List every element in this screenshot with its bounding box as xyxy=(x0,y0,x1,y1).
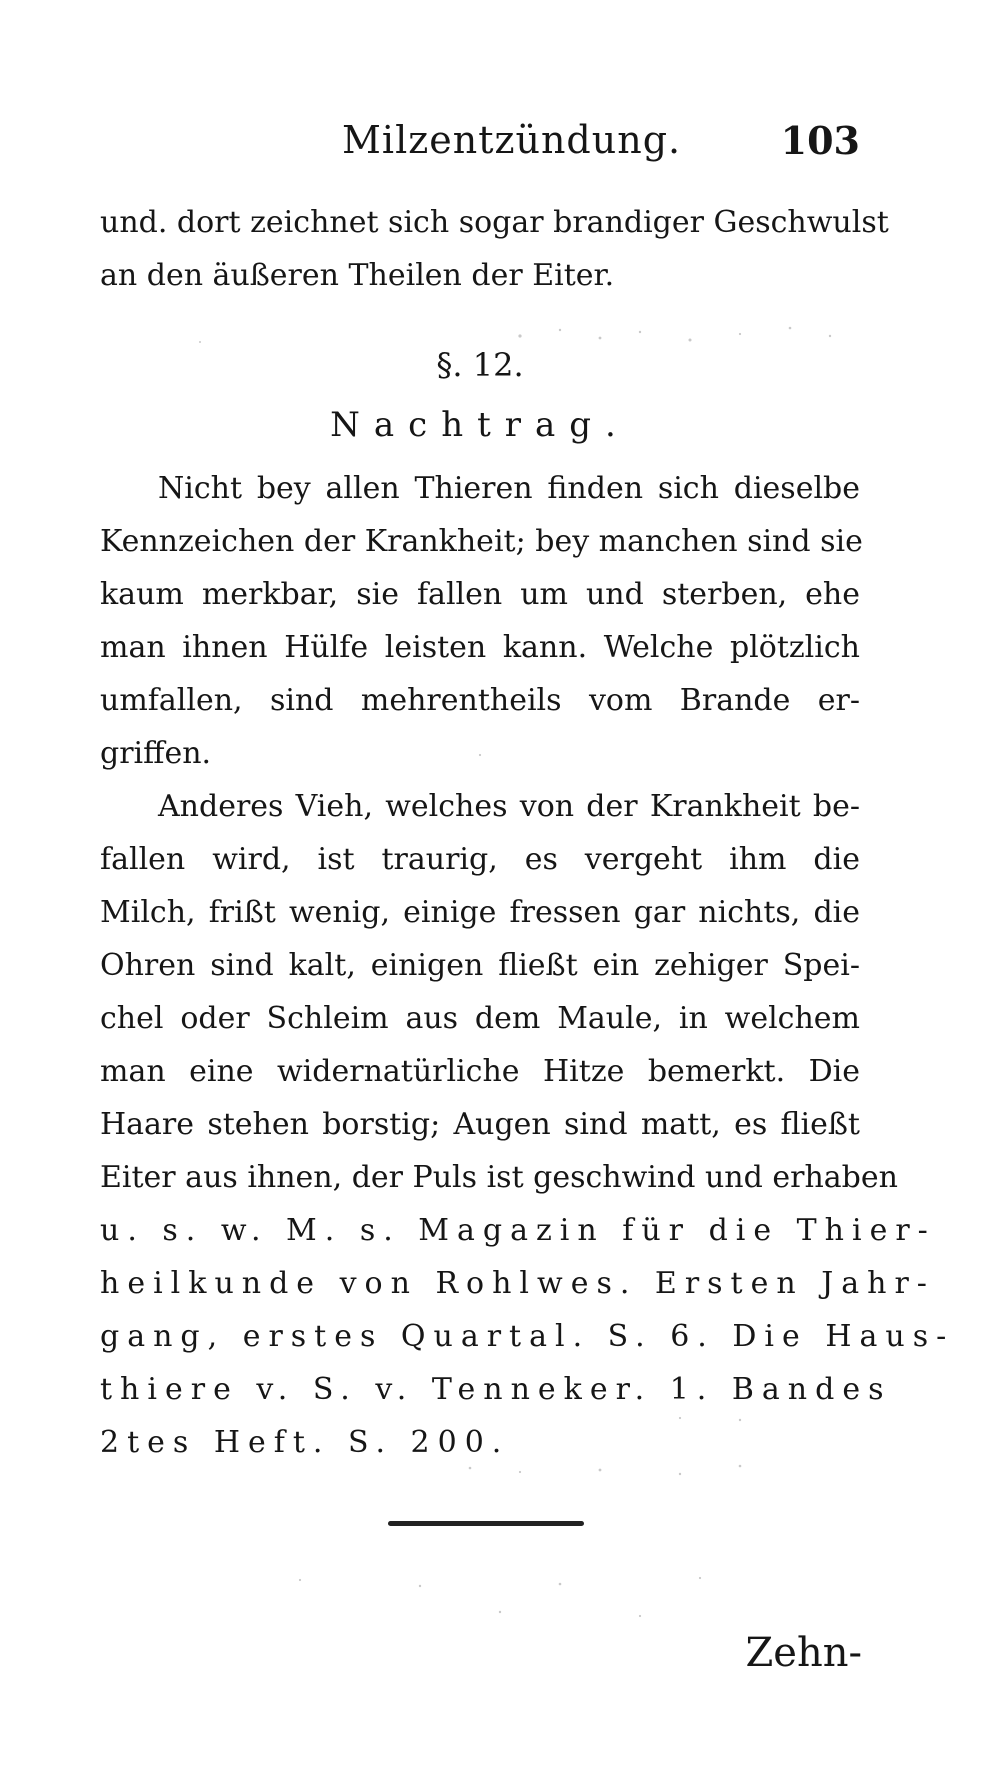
text-line: Eiter aus ihnen, der Puls ist geschwind und erhaben xyxy=(100,1160,898,1195)
text-line: an den äußeren Theilen der Eiter. xyxy=(100,258,615,293)
text-line: gang, erstes Quartal. S. 6. Die Haus- xyxy=(100,1319,955,1354)
text-line: man ihnen Hülfe leisten kann. Welche plötzlich xyxy=(100,630,860,665)
text-line: Nicht bey allen Thieren finden sich dieselbe xyxy=(158,471,860,506)
text-line: griffen. xyxy=(100,736,212,771)
text-line: Haare stehen borstig; Augen sind matt, es fließt xyxy=(100,1107,860,1142)
running-head xyxy=(100,118,860,168)
text-line: Kennzeichen der Krankheit; bey manchen sind sie xyxy=(100,524,863,559)
text-line: chel oder Schleim aus dem Maule, in welchem xyxy=(100,1001,860,1036)
text-line: Ohren sind kalt, einigen fließt ein zehiger Spei- xyxy=(100,948,860,983)
text-line: kaum merkbar, sie fallen um und sterben, ehe xyxy=(100,577,860,612)
text-line: umfallen, sind mehrentheils vom Brande er- xyxy=(100,683,860,718)
section-number: §. 12. xyxy=(436,346,524,384)
running-head-title: Milzentzündung. xyxy=(342,118,682,162)
text-line: 2tes Heft. S. 200. xyxy=(100,1425,510,1460)
text-line: thiere v. S. v. Tenneker. 1. Bandes xyxy=(100,1372,892,1407)
paragraph-1 xyxy=(100,462,863,780)
opening-text xyxy=(100,196,889,302)
text-line: Milch, frißt wenig, einige fressen gar nichts, die xyxy=(100,895,860,930)
text-line: und. dort zeichnet sich sogar brandiger Geschwulst xyxy=(100,205,889,240)
text-line: fallen wird, ist traurig, es vergeht ihm die xyxy=(100,842,860,877)
catchword: Zehn- xyxy=(745,1630,862,1676)
body-text xyxy=(100,462,955,1469)
end-rule xyxy=(388,1521,584,1526)
page-number: 103 xyxy=(780,118,860,163)
text-line: u. s. w. M. s. Magazin für die Thier- xyxy=(100,1213,936,1248)
text-line: heilkunde von Rohlwes. Ersten Jahr- xyxy=(100,1266,935,1301)
text-line: Anderes Vieh, welches von der Krankheit be- xyxy=(158,789,860,824)
paragraph-2 xyxy=(100,780,955,1469)
section-heading: Nachtrag. xyxy=(330,405,630,445)
text-line: man eine widernatürliche Hitze bemerkt. Die xyxy=(100,1054,860,1089)
